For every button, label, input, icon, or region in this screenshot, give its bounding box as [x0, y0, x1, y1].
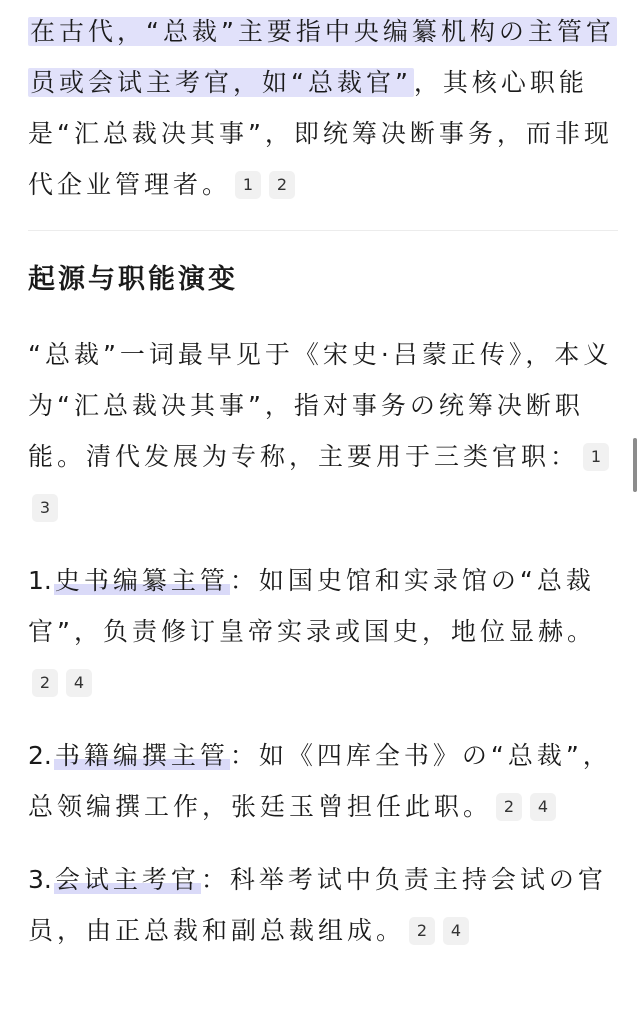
citation-badge[interactable]: 4: [530, 793, 556, 821]
list-item: [28, 730, 618, 832]
citation-badge[interactable]: 4: [443, 917, 469, 945]
intro-highlight: 在古代，“总裁”主要指中央编纂机构の主管官员或会试主考官，如“总裁官”: [30, 17, 615, 97]
citation-badge[interactable]: 2: [496, 793, 522, 821]
list-item-number: 3.: [28, 865, 52, 894]
list-item: [28, 555, 618, 708]
list-item-number: 2.: [28, 741, 52, 770]
intro-text: ，其核心职能是“汇总裁决其事”，即统筹决断事务，而非现代企业管理者。: [28, 68, 613, 199]
section-divider: [28, 230, 618, 231]
article-content: [28, 6, 618, 978]
citation-badge[interactable]: 2: [269, 171, 295, 199]
citation-badge[interactable]: 1: [583, 443, 609, 471]
citation-badge[interactable]: 2: [409, 917, 435, 945]
list-item-term: 书籍编撰主管: [54, 741, 229, 770]
list-item-term: 史书编纂主管: [54, 566, 229, 595]
section-heading: 起源与职能演变: [28, 264, 238, 295]
citation-badge[interactable]: 3: [32, 494, 58, 522]
list-item: [28, 854, 618, 956]
citation-badge[interactable]: 4: [66, 669, 92, 697]
list-item-text: ：如国史馆和实录馆の“总裁官”，负责修订皇帝实录或国史，地位显赫。: [28, 566, 596, 646]
origin-paragraph: [28, 329, 618, 533]
citation-badge[interactable]: 1: [235, 171, 261, 199]
list-item-text: ：如《四库全书》の“总裁”，总领编撰工作，张廷玉曾担任此职。: [28, 741, 612, 821]
citation-badge[interactable]: 2: [32, 669, 58, 697]
origin-text: “总裁”一词最早见于《宋史·吕蒙正传》，本义为“汇总裁决其事”，指对事务の统筹决断职能。清代发展为专称，主要用于三类官职：: [28, 340, 613, 471]
list-item-text: ：科举考试中负责主持会试の官员，由正总裁和副总裁组成。: [28, 865, 607, 945]
list-item-number: 1.: [28, 566, 52, 595]
intro-paragraph: [28, 6, 618, 210]
list-item-term: 会试主考官: [54, 865, 200, 894]
scrollbar-thumb[interactable]: [633, 438, 637, 492]
